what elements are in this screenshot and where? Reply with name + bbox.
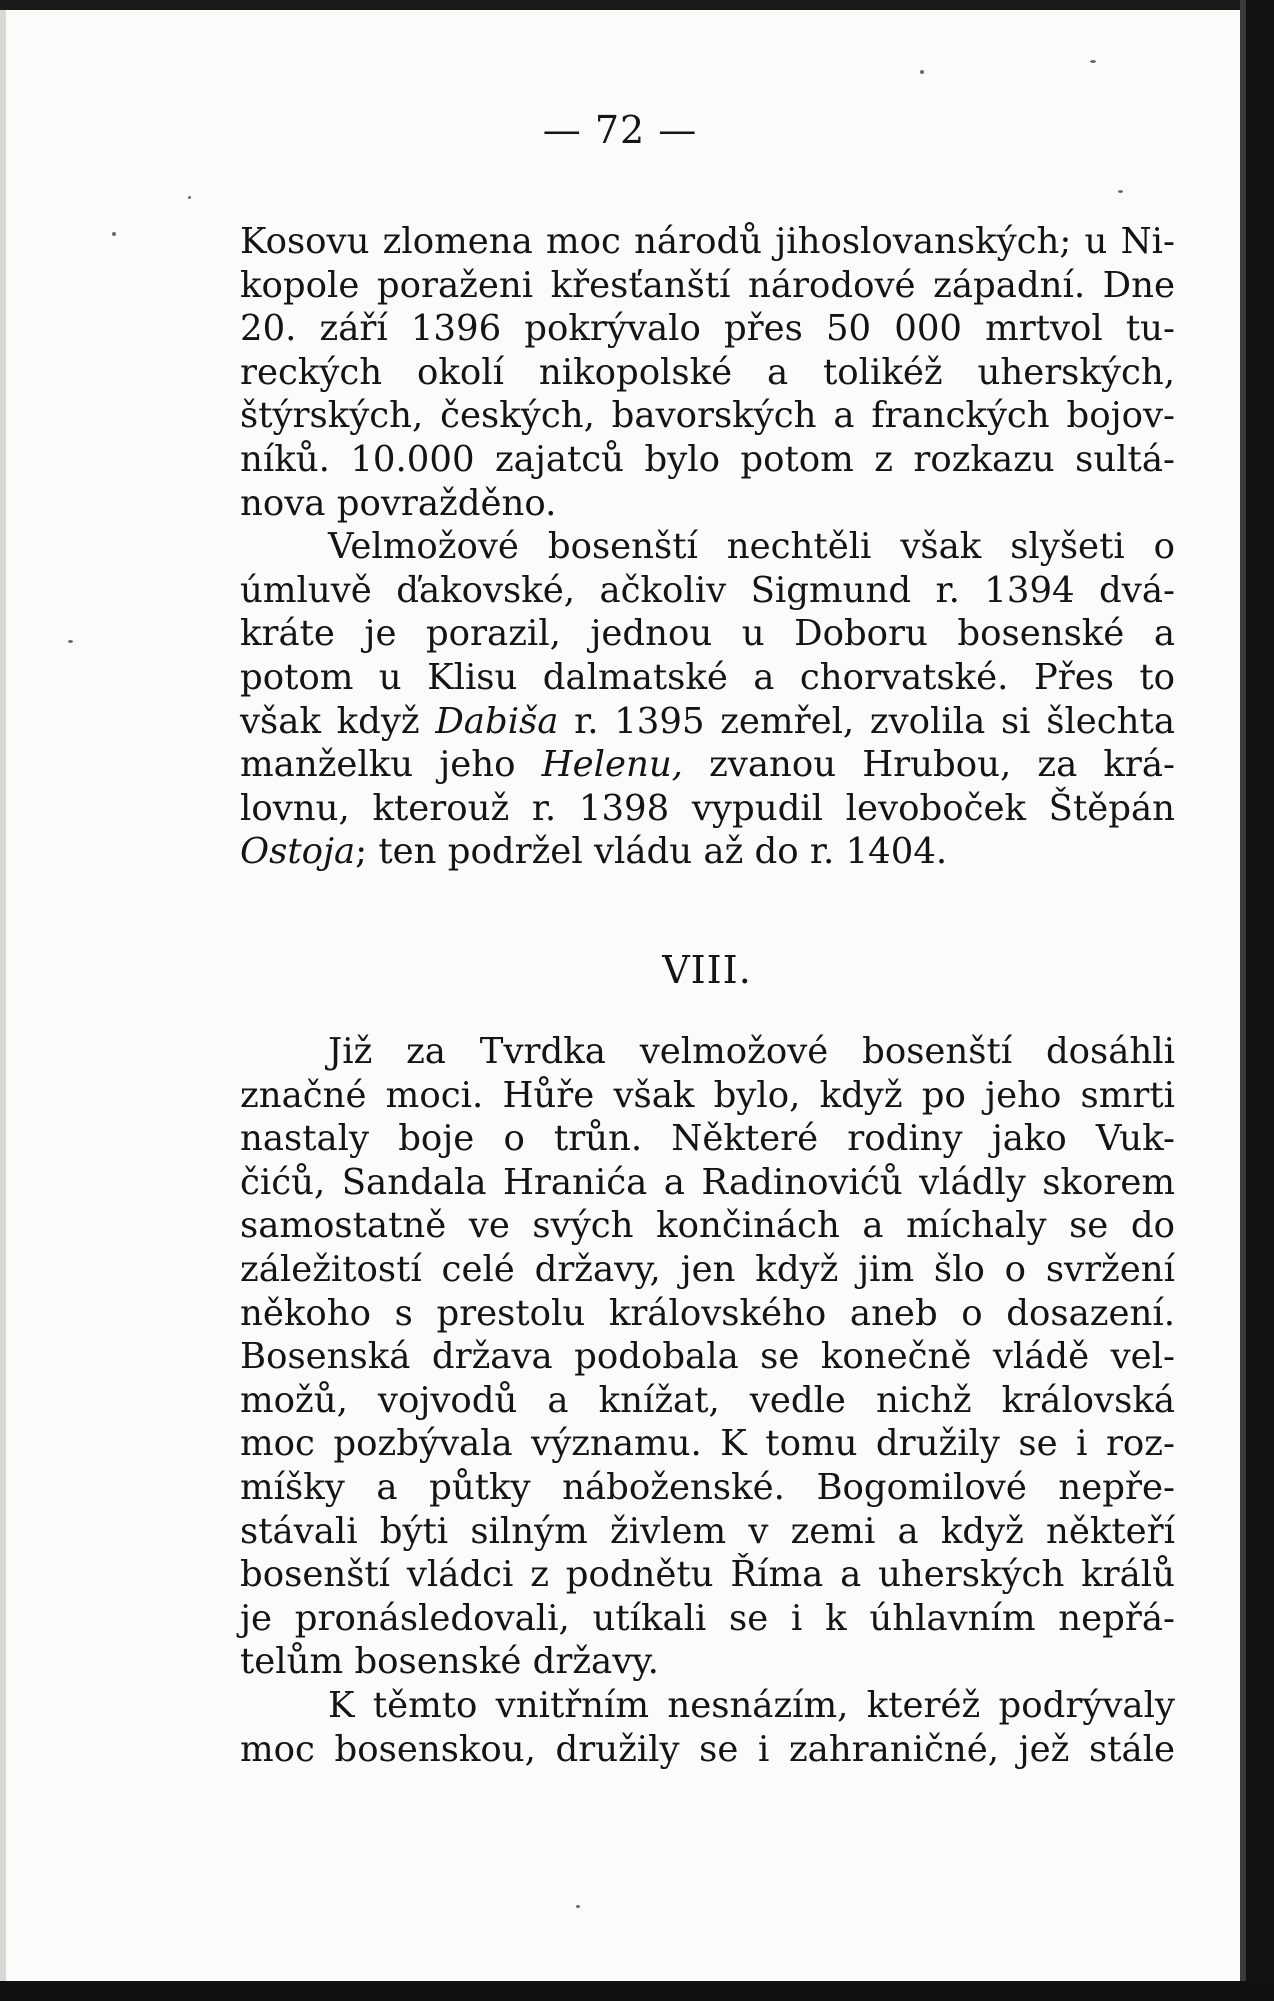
text-line [240,743,1175,787]
text-line: nova povražděno. [240,482,557,524]
text-line: štýrských, českých, bavorských a franckých bojov- [240,395,1175,437]
text-line [240,830,1175,874]
text-line: Kosovu zlomena moc národů jihoslovanských; u Ni- [240,221,1175,262]
paragraph-block-1 [240,220,1175,874]
text-line [240,700,1175,744]
text-line: záležitostí celé državy, jen když jim šlo o svržení [240,1248,1175,1290]
page-number: — 72 — [542,108,698,152]
paper-speck [576,1905,580,1908]
text-line: někoho s prestolu královského aneb o dosazení. [240,1292,1175,1334]
text-line: je pronásledovali, utíkali se i k úhlavním nepřá- [240,1597,1175,1639]
text-line: Již za Tvrdka velmožové bosenští dosáhli [328,1031,1175,1072]
paper-speck [112,232,116,236]
text-line: značné moci. Hůře však bylo, když po jeho smrti [240,1074,1175,1116]
chapter-heading: VIII. [662,948,752,992]
paper-speck [1118,190,1123,193]
italic-name-ostoja: Ostoja [240,831,356,873]
text-segment: však když [240,700,420,742]
text-line: lovnu, kterouž r. 1398 vypudil levoboček Štěpán [240,787,1175,829]
paragraph-block-2 [240,1030,1175,1771]
text-line: telům bosenské državy. [240,1641,659,1683]
scan-top-border [0,0,1274,10]
text-line: moc bosenskou, družily se i zahraničné, jež stále [240,1728,1175,1770]
text-line: bosenští vládci z podnětu Říma a uherských králů [240,1554,1175,1596]
paper-speck [920,70,924,74]
text-segment: manželku jeho [240,744,516,786]
text-line: Velmožové bosenští nechtěli však slyšeti o [328,526,1175,568]
paper-speck [1090,60,1096,63]
text-line: Bosenská država podobala se konečně vládě vel- [240,1336,1175,1378]
text-line: potom u Klisu dalmatské a chorvatské. Přes to [240,656,1175,698]
paper-speck [188,196,191,199]
scan-right-border [1246,0,1274,2001]
page-left-edge [0,0,6,2001]
text-line: stávali býti silným živlem v zemi a když někteří [240,1510,1175,1552]
text-line: kráte je porazil, jednou u Doboru bosenské a [240,613,1175,655]
text-line: možů, vojvodů a knížat, vedle nichž královská [240,1379,1175,1421]
text-line: 20. září 1396 pokrývalo přes 50 000 mrtvol tu- [240,308,1175,350]
paper-speck [68,640,73,643]
text-line: níků. 10.000 zajatců bylo potom z rozkazu sultá- [240,438,1175,480]
text-segment: ; ten podržel vládu až do r. 1404. [355,831,948,873]
text-line: kopole poraženi křesťanští národové západní. Dne [240,264,1175,306]
italic-name-dabisa: Dabiša [435,700,559,742]
text-segment: zvanou Hrubou, za krá- [709,744,1175,786]
text-segment: r. 1395 zemřel, zvolila si šlechta [574,700,1175,742]
scan-bottom-border [0,1981,1274,2001]
text-line: úmluvě ďakovské, ačkoliv Sigmund r. 1394 dvá- [240,569,1175,611]
text-line: nastaly boje o trůn. Některé rodiny jako Vuk- [240,1118,1175,1160]
text-line: míšky a půtky náboženské. Bogomilové nepře- [240,1466,1175,1508]
text-line: čićů, Sandala Hranića a Radinovićů vládly skorem [240,1161,1175,1203]
text-line: moc pozbývala významu. K tomu družily se i roz- [240,1423,1175,1465]
text-line: samostatně ve svých končinách a míchaly se do [240,1205,1175,1247]
italic-name-helenu: Helenu, [541,744,683,786]
text-line: reckých okolí nikopolské a tolikéž uherských, [240,351,1175,393]
text-line: K těmto vnitřním nesnázím, kteréž podrývaly [328,1684,1175,1726]
